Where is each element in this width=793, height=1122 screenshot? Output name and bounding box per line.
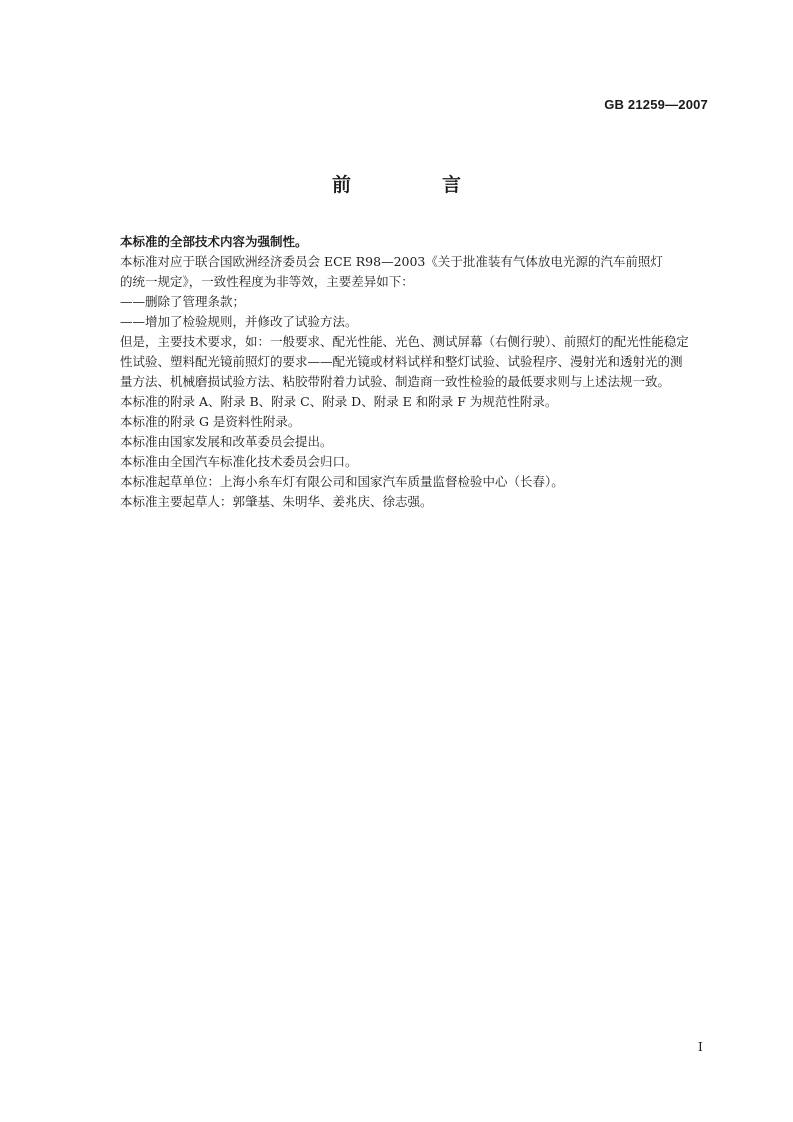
- foreword-body: [120, 232, 710, 512]
- paragraph-drafting-units: 本标准起草单位：上海小糸车灯有限公司和国家汽车质量监督检验中心（长春）。: [120, 474, 564, 489]
- list-item-added: ——增加了检验规则，并修改了试验方法。: [120, 314, 358, 329]
- paragraph-normative-annexes: 本标准的附录 A、附录 B、附录 C、附录 D、附录 E 和附录 F 为规范性附录。: [120, 394, 558, 409]
- paragraph-informative-annex: 本标准的附录 G 是资料性附录。: [120, 414, 301, 429]
- page-title: 前 言: [331, 174, 497, 196]
- paragraph-mandatory: 本标准的全部技术内容为强制性。: [120, 234, 308, 249]
- paragraph-correspondence: 本标准对应于联合国欧洲经济委员会 ECE R98—2003《关于批准装有气体放电光源的汽车前照灯: [120, 254, 663, 269]
- paragraph-requirements-cont-2: 量方法、机械磨损试验方法、粘胶带附着力试验、制造商一致性检验的最低要求则与上述法规一致。: [120, 374, 671, 389]
- paragraph-drafters: 本标准主要起草人：郭肇基、朱明华、姜兆庆、徐志强。: [120, 494, 433, 509]
- paragraph-proposed-by: 本标准由国家发展和改革委员会提出。: [120, 434, 333, 449]
- page-number: I: [698, 1040, 703, 1054]
- paragraph-requirements: 但是，主要技术要求，如：一般要求、配光性能、光色、测试屏幕（右侧行驶）、前照灯的配光性能稳定: [120, 334, 689, 349]
- paragraph-correspondence-cont: 的统一规定》，一致性程度为非等效，主要差异如下：: [120, 274, 414, 289]
- standard-code: GB 21259—2007: [604, 97, 708, 112]
- list-item-deleted: ——删除了管理条款；: [120, 294, 246, 309]
- paragraph-requirements-cont-1: 性试验、塑料配光镜前照灯的要求——配光镜或材料试样和整灯试验、试验程序、漫射光和透射光的测: [120, 354, 683, 369]
- paragraph-centralized-by: 本标准由全国汽车标准化技术委员会归口。: [120, 454, 358, 469]
